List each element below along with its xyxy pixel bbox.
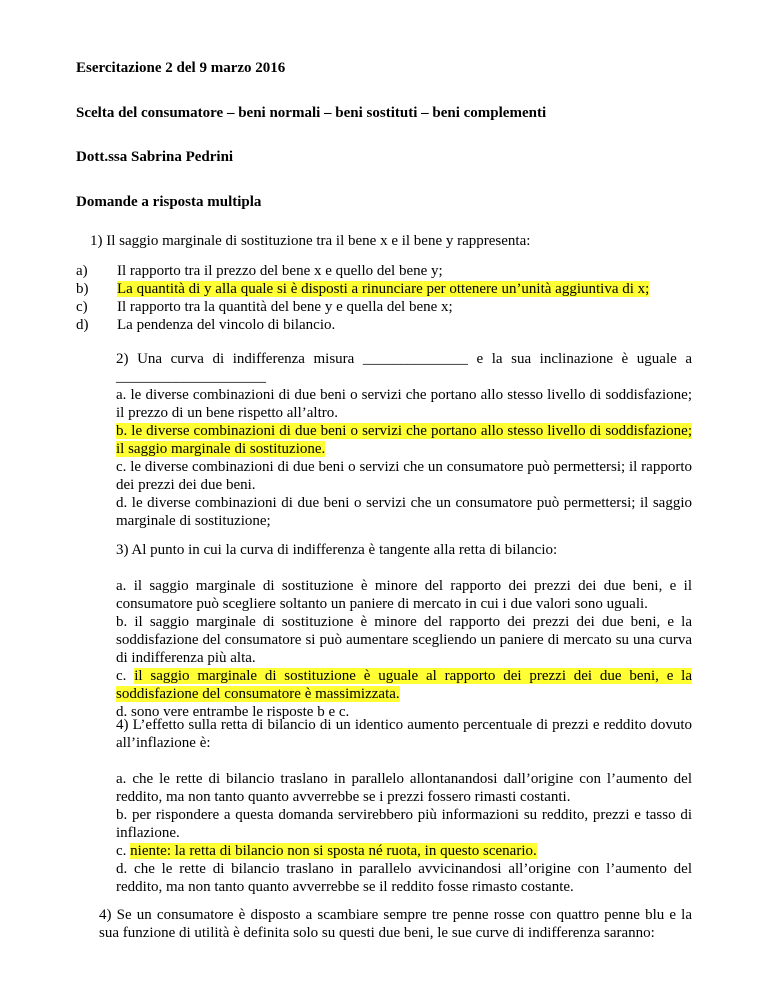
highlighted-answer: b. le diverse combinazioni di due beni o servizi che portano allo stesso livello di soddisfazione; il saggio marginale di sostituzione.	[116, 423, 692, 457]
question-4	[116, 716, 692, 896]
document-subtitle: Scelta del consumatore – beni normali – beni sostituti – beni complementi	[76, 105, 547, 121]
document-title: Esercitazione 2 del 9 marzo 2016	[76, 60, 286, 76]
question-3	[116, 541, 692, 721]
question-2-stem-line1: 2) Una curva di indifferenza misura ______________ e la sua inclinazione è uguale a	[116, 351, 692, 367]
question-2-stem-line2: ____________________	[116, 369, 266, 385]
question-3-option-a: a. il saggio marginale di sostituzione è minore del rapporto dei prezzi dei due beni, e il consumatore può scegliere soltanto un paniere di mercato in cui i due valori sono uguali.	[116, 578, 692, 612]
question-1-options	[76, 262, 649, 334]
highlighted-answer: La quantità di y alla quale si è disposti a rinunciare per ottenere un’unità aggiuntiva di x;	[117, 281, 650, 297]
question-2-option-a: a. le diverse combinazioni di due beni o servizi che portano allo stesso livello di soddisfazione; il prezzo di un bene rispetto all’altro.	[116, 387, 692, 421]
question-3-stem: 3) Al punto in cui la curva di indifferenza è tangente alla retta di bilancio:	[116, 542, 558, 558]
question-4-option-d: d. che le rette di bilancio traslano in parallelo avvicinandosi all’origine con l’aumento del reddito, ma non tanto quanto avverrebbe se il reddito fosse rimasto costante.	[116, 861, 692, 895]
question-1-option-c: c) Il rapporto tra la quantità del bene y e quella del bene x;	[76, 299, 453, 315]
question-1-option-a: a) Il rapporto tra il prezzo del bene x e quello del bene y;	[76, 263, 443, 279]
author-name: Dott.ssa Sabrina Pedrini	[76, 149, 234, 165]
question-1-option-b: b) La quantità di y alla quale si è disposti a rinunciare per ottenere un’unità aggiuntiva di x;	[76, 281, 650, 297]
question-3-option-d: d. sono vere entrambe le risposte b e c.	[116, 704, 350, 720]
question-3-option-b: b. il saggio marginale di sostituzione è minore del rapporto dei prezzi dei due beni, e la soddisfazione del consumatore si può aumentare scegliendo un paniere di mercato su una curva di indifferenza più alta.	[116, 614, 692, 666]
question-4-option-b: b. per rispondere a questa domanda servirebbero più informazioni su reddito, prezzi e tasso di inflazione.	[116, 807, 692, 841]
question-5-stem: 4) Se un consumatore è disposto a scambiare sempre tre penne rosse con quattro penne blu e la sua funzione di utilità è definita solo su questi due beni, le sue curve di indifferenza saranno:	[99, 907, 692, 941]
question-4-option-c: c. niente: la retta di bilancio non si sposta né ruota, in questo scenario.	[116, 843, 537, 859]
question-2-option-c: c. le diverse combinazioni di due beni o servizi che un consumatore può permettersi; il rapporto dei prezzi dei due beni.	[116, 459, 692, 493]
question-1-option-d: d) La pendenza del vincolo di bilancio.	[76, 317, 336, 333]
question-4-option-a: a. che le rette di bilancio traslano in parallelo allontanandosi dall’origine con l’aumento del reddito, ma non tanto quanto avverrebbe se i prezzi fossero rimasti costanti.	[116, 771, 692, 805]
question-2-option-b	[116, 422, 692, 458]
section-heading: Domande a risposta multipla	[76, 194, 262, 210]
question-4-stem: 4) L’effetto sulla retta di bilancio di un identico aumento percentuale di prezzi e reddito dovuto all’inflazione è:	[116, 717, 692, 751]
question-2	[116, 350, 692, 530]
question-5	[99, 906, 692, 942]
question-2-option-d: d. le diverse combinazioni di due beni o servizi che un consumatore può permettersi; il saggio marginale di sostituzione;	[116, 495, 692, 529]
question-3-option-c: c. il saggio marginale di sostituzione è uguale al rapporto dei prezzi dei due beni, e la soddisfazione del consumatore è massimizzata.	[116, 668, 693, 702]
question-1-stem: 1) Il saggio marginale di sostituzione tra il bene x e il bene y rappresenta:	[90, 233, 531, 249]
highlighted-answer: il saggio marginale di sostituzione è uguale al rapporto dei prezzi dei due beni, e la soddisfazione del consumatore è massimizzata.	[116, 668, 693, 702]
highlighted-answer: niente: la retta di bilancio non si sposta né ruota, in questo scenario.	[130, 843, 537, 859]
